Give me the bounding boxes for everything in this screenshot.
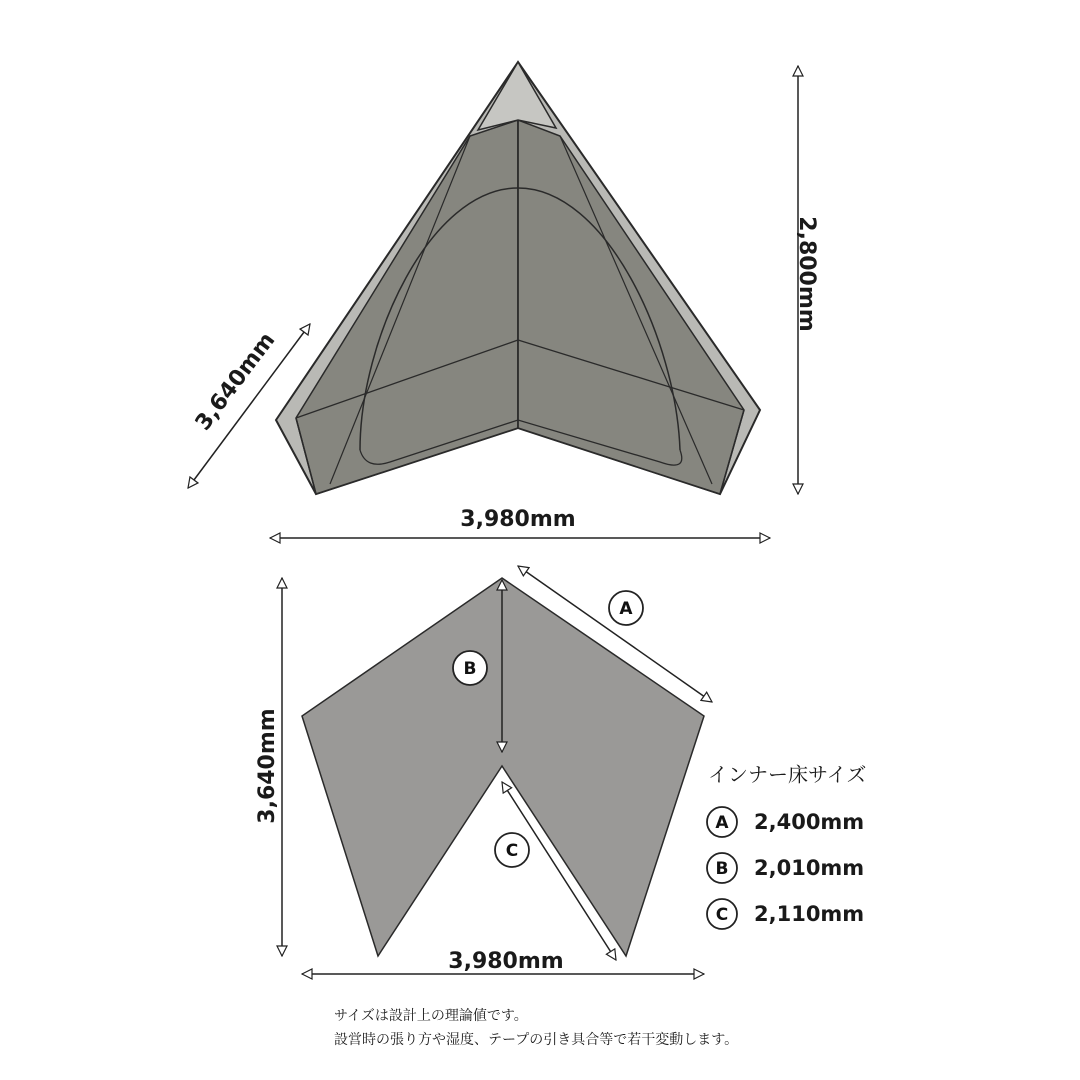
floor-plan: [302, 578, 704, 956]
legend-item-c: [707, 899, 864, 929]
svg-text:C: C: [505, 841, 519, 861]
svg-text:A: A: [619, 599, 633, 619]
badge-a: [609, 591, 643, 625]
legend-value-c: 2,110mm: [754, 902, 865, 926]
legend: [707, 763, 866, 930]
legend-title: インナー床サイズ: [708, 762, 867, 787]
height-label: 2,800mm: [794, 216, 819, 332]
side-label: 3,640mm: [190, 328, 281, 436]
badge-c: [495, 833, 529, 867]
note-line-2: 設営時の張り方や湿度、テープの引き具合等で若干変動します。: [334, 1032, 739, 1048]
svg-text:A: A: [715, 813, 729, 833]
badge-b: [453, 651, 487, 685]
legend-item-a: [707, 807, 864, 837]
svg-text:B: B: [715, 859, 729, 879]
legend-value-b: 2,010mm: [754, 856, 865, 880]
floor-depth-label: 3,640mm: [255, 708, 280, 824]
svg-text:C: C: [715, 905, 729, 925]
note-line-1: サイズは設計上の理論値です。: [334, 1008, 528, 1024]
legend-value-a: 2,400mm: [754, 810, 865, 834]
tent-body-right: [518, 120, 744, 494]
tent-apex: [478, 62, 556, 130]
tent-width-label: 3,980mm: [460, 507, 576, 532]
tent-3d-view: [276, 62, 760, 494]
tent-body-left: [296, 120, 518, 494]
svg-text:B: B: [463, 659, 477, 679]
legend-item-b: [707, 853, 864, 883]
floor-width-label: 3,980mm: [448, 949, 564, 974]
